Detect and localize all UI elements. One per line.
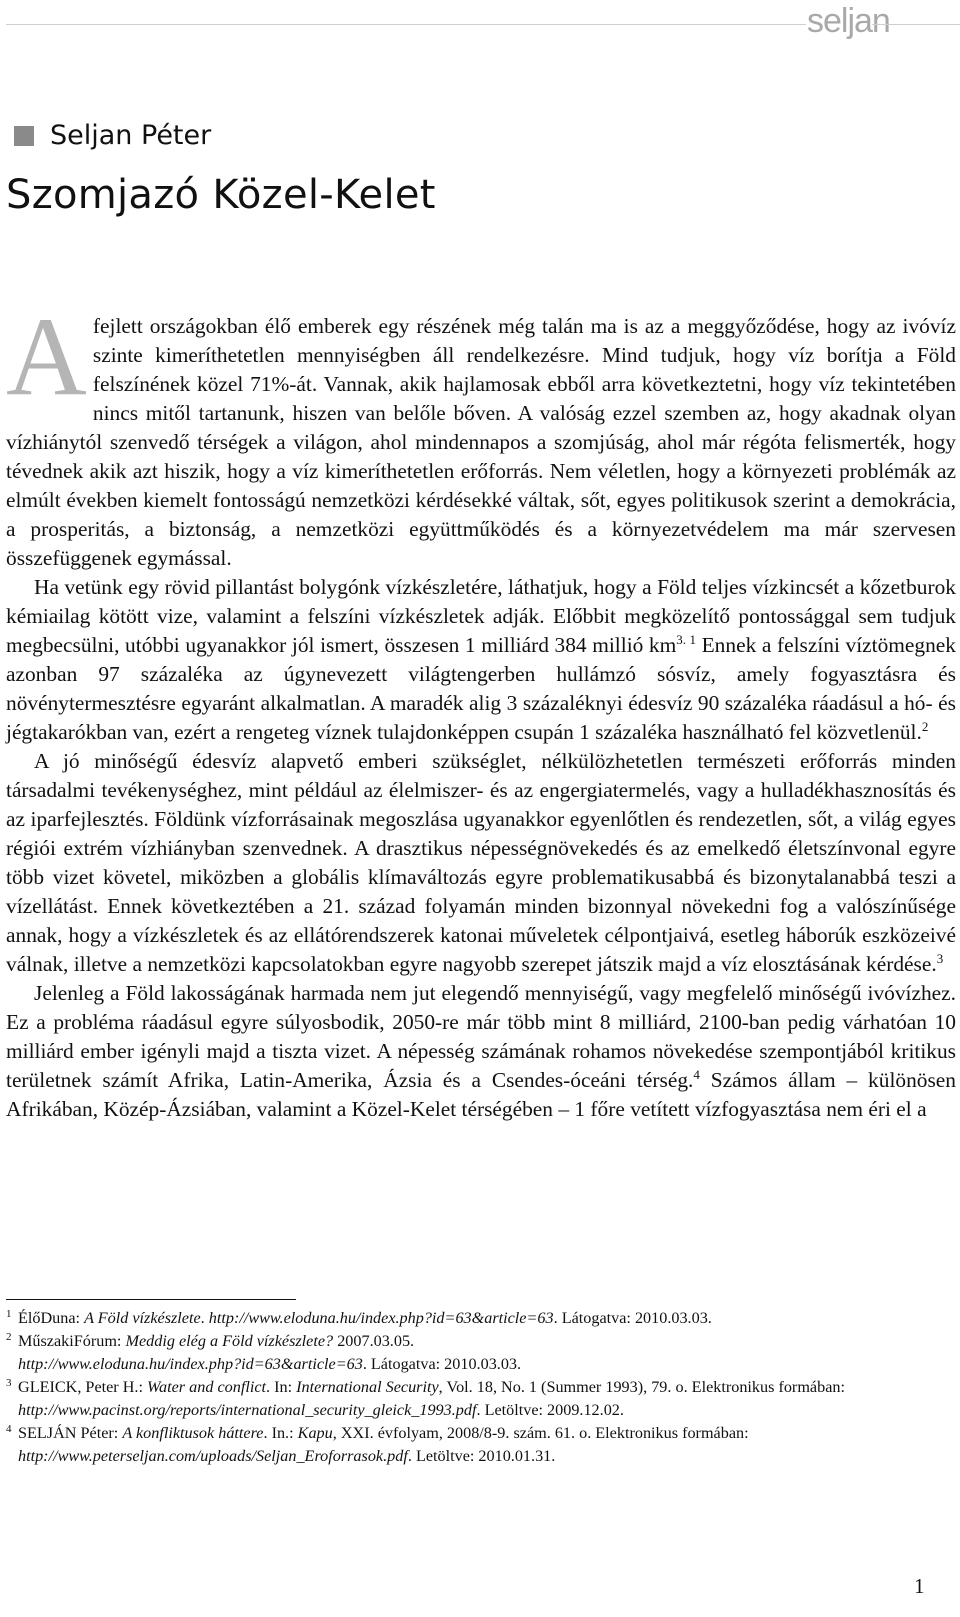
footnote-run: SELJÁN Péter: bbox=[18, 1424, 123, 1442]
footnote-run: . Látogatva: 2010.03.03. bbox=[553, 1309, 712, 1327]
footnote-number: 2 bbox=[6, 1331, 12, 1343]
footnote-run: . In: bbox=[266, 1378, 297, 1396]
footnote-run: 2007.03.05. bbox=[333, 1332, 415, 1350]
paragraph-3-text: A jó minőségű édesvíz alapvető emberi szükséglet, nélkülözhetetlen természeti erőforrás minden társadalmi tevékenységhez, mint például az élelmiszer- és az engergiatermelés, vagy a hulladékhasznosítás és az iparfejlesztés. Földünk vízforrásainak megoszlása ugyanakkor egyenlőtlen és rendezetlen, sőt, a világ egyes régiói extrém vízhiányban szenvednek. A drasztikus népességnövekedés és az emelkedő életszínvonal egyre több vizet követel, miközben a globális klímaváltozás egyre problematikusabbá és bizonytalanabbá teszi a vízellátást. Ennek következtében a 21. század folyamán minden bizonnyal növekedni fog a valószínűsége annak, hogy a vízkészletek és az ellátórendszerek katonai műveletek célpontjaivá, esetleg háborúk eszközeivé válnak, illetve a nemzetközi kapcsolatokban egyre nagyobb szerepet játszik majd a víz elosztásának kérdése. bbox=[6, 749, 956, 976]
footnote-run: , XXI. évfolyam, 2008/8-9. szám. 61. o. Elektronikus formában: bbox=[332, 1424, 749, 1442]
footnote-italic-run: Water and conflict bbox=[147, 1378, 267, 1396]
footnote-number: 3 bbox=[6, 1377, 12, 1389]
page-title: Szomjazó Közel-Kelet bbox=[6, 172, 436, 218]
footnote-1-text bbox=[18, 1309, 712, 1327]
footnote-italic-run: A Föld vízkészlete bbox=[84, 1309, 201, 1327]
footnote-ref-3: 3 bbox=[936, 951, 944, 966]
footnote-ref-1: . 1 bbox=[682, 632, 697, 647]
author-name: Seljan Péter bbox=[50, 120, 212, 151]
footnote-2 bbox=[6, 1330, 946, 1376]
footnote-italic-run: http://www.pacinst.org/reports/international_security_gleick_1993.pdf bbox=[18, 1401, 477, 1419]
footnote-3-text bbox=[18, 1378, 845, 1419]
footnote-italic-run: Meddig elég a Föld vízkészlete? bbox=[125, 1332, 334, 1350]
footnote-italic-run: http://www.eloduna.hu/index.php?id=63&article=63 bbox=[208, 1309, 554, 1327]
footnote-4 bbox=[6, 1422, 946, 1468]
footnote-run: , Vol. 18, No. 1 (Summer 1993), 79. o. Elektronikus formában: bbox=[438, 1378, 845, 1396]
footnote-ref-2: 2 bbox=[921, 719, 929, 734]
footnote-run: . Letöltve: 2009.12.02. bbox=[476, 1401, 624, 1419]
footnote-run: . In.: bbox=[263, 1424, 298, 1442]
footnote-run: . bbox=[200, 1309, 209, 1327]
paragraph-2 bbox=[6, 573, 956, 747]
footnote-4-text bbox=[18, 1424, 749, 1465]
footnote-italic-run: http://www.eloduna.hu/index.php?id=63&article=63 bbox=[18, 1355, 363, 1373]
footnote-italic-run: http://www.peterseljan.com/uploads/Seljan_Eroforrasok.pdf bbox=[18, 1447, 408, 1465]
logo-rule bbox=[872, 24, 960, 25]
footnote-italic-run: A konfliktusok háttere bbox=[122, 1424, 264, 1442]
footnote-ref-4: 4 bbox=[693, 1067, 700, 1082]
footnote-run: GLEICK, Peter H.: bbox=[18, 1378, 148, 1396]
logo: seljan bbox=[807, 2, 890, 40]
footnote-italic-run: International Security bbox=[296, 1378, 439, 1396]
author-line bbox=[14, 120, 211, 151]
paragraph-2-text-b: Ennek a felszíni víztömegnek azonban 97 százaléka az úgynevezett világtengerben hullámzó sósvíz, amely fogyasztásra és növénytermesztésre egyaránt alkalmatlan. A maradék alig 3 százaléknyi édesvíz 90 százaléka ráadásul a hó- és jégtakarókban van, ezért a rengeteg víznek tulajdonképpen csupán 1 százaléka használható fel közvetlenül. bbox=[6, 633, 956, 744]
footnote-number: 4 bbox=[6, 1423, 12, 1435]
footnote-italic-run: Kapu bbox=[297, 1424, 333, 1442]
superscript-km3: 3 bbox=[676, 632, 683, 647]
footnote-3 bbox=[6, 1376, 946, 1422]
paragraph-4 bbox=[6, 979, 956, 1124]
paragraph-4-text-a: Jelenleg a Föld lakosságának harmada nem jut elegendő mennyiségű, vagy megfelelő minőségű ivóvízhez. Ez a probléma ráadásul egyre súlyosbodik, 2050-re már több mint 8 milliárd, 2100-ban pedig várhatóan 10 milliárd ember igényli majd a tiszta vizet. A népesség számának rohamos növekedése szempontjából kritikus területnek számít Afrika, Latin-Amerika, Ázsia és a Csendes-óceáni térség. bbox=[6, 981, 956, 1092]
square-bullet-icon bbox=[14, 126, 34, 146]
paragraph-3 bbox=[6, 747, 956, 979]
footnote-number: 1 bbox=[6, 1308, 12, 1320]
paragraph-4-text-b: Számos állam – különösen Afrikában, Közép-Ázsiában, valamint a Közel-Kelet térségében – 1 főre vetített vízfogyasztása nem éri el a bbox=[6, 1068, 956, 1121]
footnotes bbox=[6, 1307, 946, 1468]
paragraph-2-text-a: Ha vetünk egy rövid pillantást bolygónk vízkészletére, láthatjuk, hogy a Föld teljes vízkincsét a kőzetburok kémiailag kötött vize, valamint a felszíni vízkészletek adják. Előbbit megközelítő pontossággal sem tudjuk megbecsülni, utóbbi ugyanakkor jól ismert, összesen 1 milliárd 384 millió km bbox=[6, 575, 956, 657]
drop-cap: A bbox=[6, 295, 87, 419]
footnote-1 bbox=[6, 1307, 946, 1330]
paragraph-1 bbox=[6, 295, 956, 573]
footnote-run: MűszakiFórum: bbox=[18, 1332, 126, 1350]
article-body bbox=[6, 295, 956, 1124]
page-number: 1 bbox=[914, 1574, 925, 1598]
footnote-run: . Letöltve: 2010.01.31. bbox=[407, 1447, 556, 1465]
header-rule bbox=[6, 24, 806, 25]
footnote-run: ÉlőDuna: bbox=[18, 1309, 85, 1327]
footnote-run: . Látogatva: 2010.03.03. bbox=[362, 1355, 522, 1373]
footnote-2-link-line bbox=[18, 1355, 521, 1373]
footnote-2-text bbox=[18, 1332, 414, 1350]
paragraph-1-text: fejlett országokban élő emberek egy részének még talán ma is az a meggyőződése, hogy az ivóvíz szinte kimeríthetetlen mennyiségben áll rendelkezésre. Mind tudjuk, hogy víz borítja a Föld felszínének közel 71%-át. Vannak, akik hajlamosak ebből arra következtetni, hogy víz tekintetében nincs mitől tartanunk, hiszen van belőle bőven. A valóság ezzel szemben az, hogy akadnak olyan vízhiánytól szenvedő térségek a világon, ahol mindennapos a szomjúság, ahol már régóta felismerték, hogy tévednek akik azt hiszik, hogy a víz kimeríthetetlen erőforrás. Nem véletlen, hogy a környezeti problémák az elmúlt években kiemelt fontosságú nemzetközi kérdésekké váltak, sőt, egyes politikusok szerint a demokrácia, a prosperitás, a biztonság, a nemzetközi együttműködés és a környezetvédelem ma már szervesen összefüggenek egymással. bbox=[6, 314, 956, 570]
footnote-rule bbox=[6, 1299, 296, 1300]
